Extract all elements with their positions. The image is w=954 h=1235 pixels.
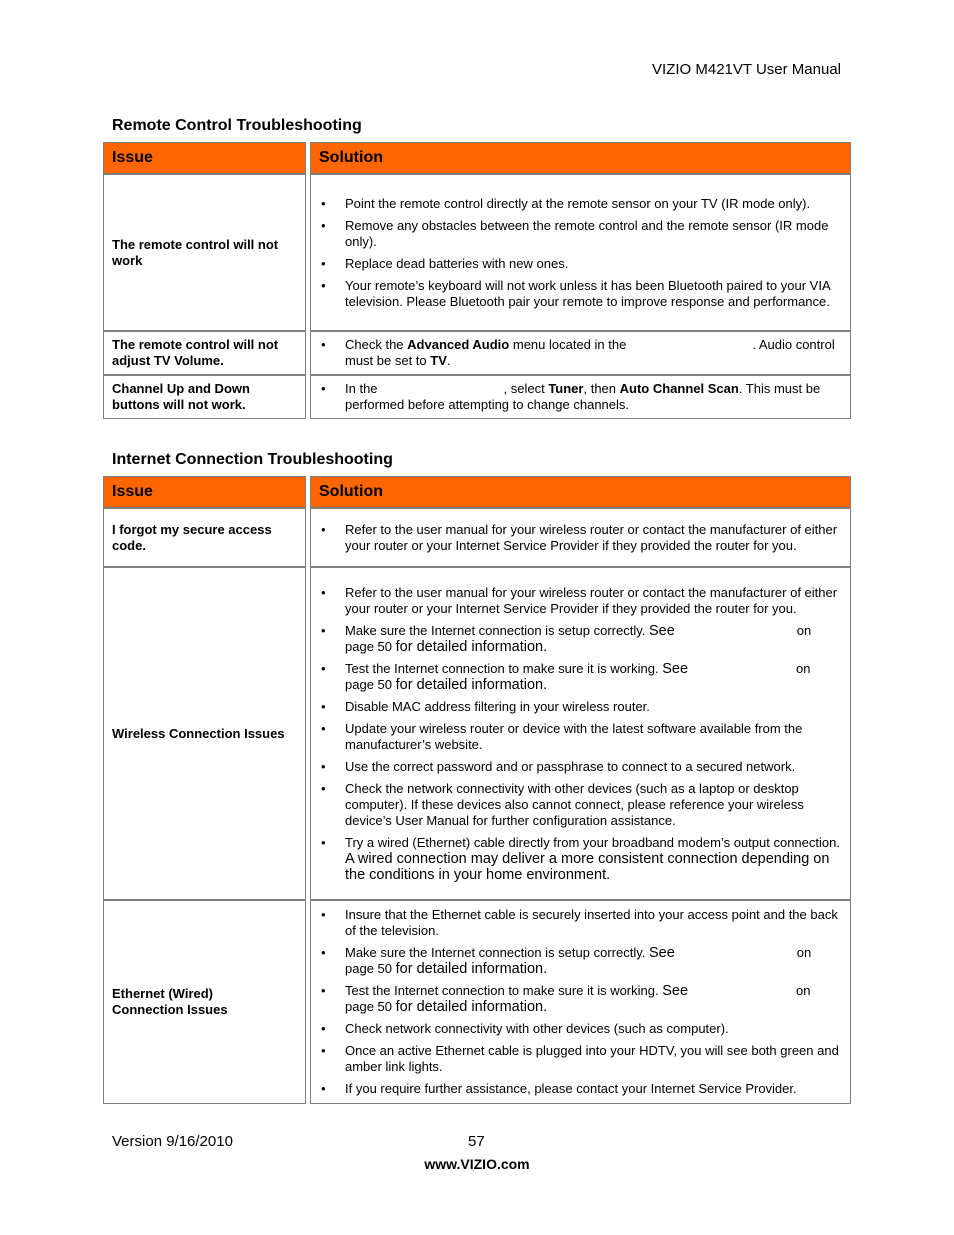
solution-cell (310, 900, 851, 1104)
list-item: • Update your wireless router or device with the latest software available from the manufacturer’s website. (319, 721, 842, 753)
list-item: • Point the remote control directly at the remote sensor on your TV (IR mode only). (319, 196, 842, 212)
list-item: • Make sure the Internet connection is setup correctly. See on page 50 for detailed information. (319, 945, 842, 977)
list-item: • Test the Internet connection to make sure it is working. See on page 50 for detailed information. (319, 661, 842, 693)
issue-cell: Wireless Connection Issues (103, 567, 306, 900)
solution-cell (310, 331, 851, 375)
issue-cell: The remote control will not work (103, 174, 306, 331)
solution-cell (310, 508, 851, 567)
list-item: • If you require further assistance, please contact your Internet Service Provider. (319, 1081, 842, 1097)
issue-cell: Ethernet (Wired) Connection Issues (103, 900, 306, 1104)
solution-column-header: Solution (310, 476, 851, 508)
list-item: • Insure that the Ethernet cable is securely inserted into your access point and the back of the television. (319, 907, 842, 939)
solution-column-header: Solution (310, 142, 851, 174)
internet-section-title: Internet Connection Troubleshooting (112, 451, 393, 468)
table-row (103, 567, 851, 900)
issue-cell: I forgot my secure access code. (103, 508, 306, 567)
list-item: • Check network connectivity with other devices (such as computer). (319, 1021, 842, 1037)
table-row (103, 174, 851, 331)
table-header-row (103, 476, 851, 508)
manual-title: VIZIO M421VT User Manual (652, 61, 841, 78)
list-item: • Replace dead batteries with new ones. (319, 256, 842, 272)
remote-section-title: Remote Control Troubleshooting (112, 117, 362, 134)
table-row (103, 375, 851, 419)
list-item: • Your remote’s keyboard will not work unless it has been Bluetooth paired to your VIA television. Please Bluetooth pair your remote to improve response and performance. (319, 278, 842, 310)
list-item: • In the , select Tuner, then Auto Channel Scan. This must be performed before attempting to change channels. (319, 381, 842, 413)
list-item: • Refer to the user manual for your wireless router or contact the manufacturer of either your router or your Internet Service Provider if they provided the router for you. (319, 585, 842, 617)
list-item: • Check the Advanced Audio menu located in the . Audio control must be set to TV. (319, 337, 842, 369)
remote-troubleshooting-table (103, 142, 851, 419)
list-item: • Refer to the user manual for your wireless router or contact the manufacturer of either your router or your Internet Service Provider if they provided the router for you. (319, 522, 842, 554)
list-item: • Remove any obstacles between the remote control and the remote sensor (IR mode only). (319, 218, 842, 250)
table-row (103, 508, 851, 567)
version-label: Version 9/16/2010 (112, 1133, 233, 1150)
internet-troubleshooting-table (103, 476, 851, 1104)
list-item: • Make sure the Internet connection is setup correctly. See on page 50 for detailed information. (319, 623, 842, 655)
list-item: • Test the Internet connection to make sure it is working. See on page 50 for detailed information. (319, 983, 842, 1015)
solution-cell (310, 375, 851, 419)
list-item: • Disable MAC address filtering in your wireless router. (319, 699, 842, 715)
table-row (103, 331, 851, 375)
list-item: • Check the network connectivity with other devices (such as a laptop or desktop computer). If these devices also cannot connect, please reference your wireless device’s User Manual for further configuration assistance. (319, 781, 842, 829)
solution-cell (310, 567, 851, 900)
website-url: www.VIZIO.com (424, 1156, 530, 1172)
table-header-row (103, 142, 851, 174)
list-item: • Use the correct password and or passphrase to connect to a secured network. (319, 759, 842, 775)
page-number: 57 (468, 1133, 485, 1150)
solution-cell (310, 174, 851, 331)
issue-column-header: Issue (103, 142, 306, 174)
issue-cell: The remote control will not adjust TV Volume. (103, 331, 306, 375)
list-item: • Try a wired (Ethernet) cable directly from your broadband modem’s output connection. A wired connection may deliver a more consistent connection depending on the conditions in your home environment. (319, 835, 842, 883)
issue-column-header: Issue (103, 476, 306, 508)
table-row (103, 900, 851, 1104)
list-item: • Once an active Ethernet cable is plugged into your HDTV, you will see both green and amber link lights. (319, 1043, 842, 1075)
issue-cell: Channel Up and Down buttons will not work. (103, 375, 306, 419)
